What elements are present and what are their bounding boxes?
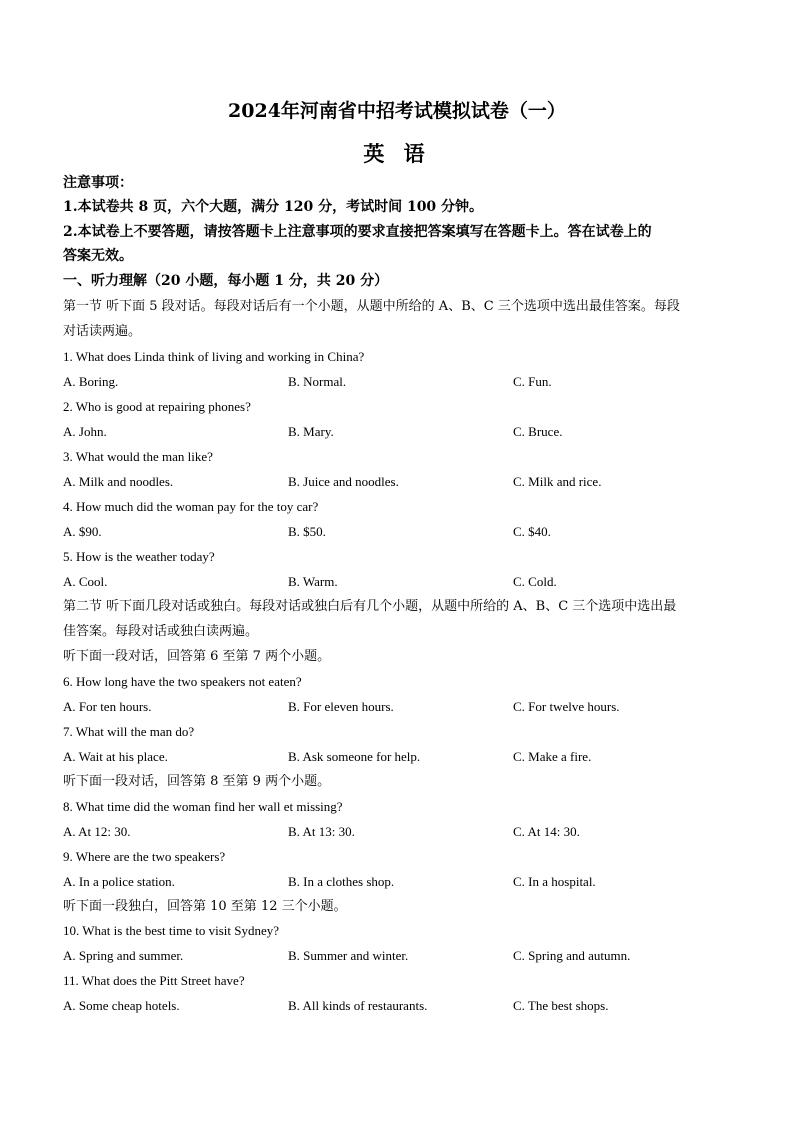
q10-option-a: A. Spring and summer. — [63, 948, 184, 963]
q6-option-a: A. For ten hours. — [63, 699, 152, 714]
q2-option-a: A. John. — [63, 424, 107, 439]
section2-instruction-line-1: 第二节 听下面几段对话或独白。每段对话或独白后有几个小题，从题中所给的 A、B、C 三个选项中选出最 — [63, 599, 677, 614]
q7-option-b: B. Ask someone for help. — [288, 749, 421, 764]
question-3: 3. What would the man like? — [63, 449, 213, 464]
q3-option-b: B. Juice and noodles. — [288, 474, 399, 489]
question-10: 10. What is the best time to visit Sydney? — [63, 923, 280, 938]
q7-option-c: C. Make a fire. — [513, 749, 592, 764]
q4-option-a: A. $90. — [63, 524, 102, 539]
q4-option-c: C. $40. — [513, 524, 551, 539]
section1-instruction-line-2: 对话读两遍。 — [63, 324, 142, 339]
q3-option-c: C. Milk and rice. — [513, 474, 602, 489]
q1-option-a: A. Boring. — [63, 374, 119, 389]
question-5: 5. How is the weather today? — [63, 549, 215, 564]
q9-option-b: B. In a clothes shop. — [288, 874, 395, 889]
q11-option-a: A. Some cheap hotels. — [63, 998, 180, 1013]
instruction-q8-9: 听下面一段对话，回答第 8 至第 9 两个小题。 — [63, 774, 331, 789]
q11-option-c: C. The best shops. — [513, 998, 609, 1013]
question-6: 6. How long have the two speakers not eaten? — [63, 674, 302, 689]
q8-option-a: A. At 12: 30. — [63, 824, 131, 839]
q6-option-b: B. For eleven hours. — [288, 699, 394, 714]
q10-option-b: B. Summer and winter. — [288, 948, 409, 963]
notice-item-2-line-1: 2.本试卷上不要答题，请按答题卡上注意事项的要求直接把答案填写在答题卡上。答在试卷上的 — [63, 224, 652, 240]
q4-option-b: B. $50. — [288, 524, 326, 539]
q8-option-b: B. At 13: 30. — [288, 824, 355, 839]
q7-option-a: A. Wait at his place. — [63, 749, 168, 764]
q5-option-b: B. Warm. — [288, 574, 338, 589]
notice-item-1: 1.本试卷共 8 页，六个大题，满分 120 分，考试时间 100 分钟。 — [63, 199, 484, 215]
question-7: 7. What will the man do? — [63, 724, 195, 739]
notice-item-2-line-2: 答案无效。 — [63, 248, 133, 264]
subject-title: 英 语 — [363, 141, 431, 166]
q9-option-c: C. In a hospital. — [513, 874, 596, 889]
q11-option-b: B. All kinds of restaurants. — [288, 998, 428, 1013]
q2-option-b: B. Mary. — [288, 424, 334, 439]
q1-option-b: B. Normal. — [288, 374, 347, 389]
question-2: 2. Who is good at repairing phones? — [63, 399, 251, 414]
instruction-q6-7: 听下面一段对话，回答第 6 至第 7 两个小题。 — [63, 649, 331, 664]
part1-heading: 一、听力理解（20 小题，每小题 1 分，共 20 分） — [63, 273, 389, 289]
question-9: 9. Where are the two speakers? — [63, 849, 226, 864]
instruction-q10-12: 听下面一段独白，回答第 10 至第 12 三个小题。 — [63, 899, 347, 914]
section2-instruction-line-2: 佳答案。每段对话或独白读两遍。 — [63, 624, 259, 639]
q6-option-c: C. For twelve hours. — [513, 699, 620, 714]
q5-option-c: C. Cold. — [513, 574, 557, 589]
q5-option-a: A. Cool. — [63, 574, 108, 589]
section1-instruction-line-1: 第一节 听下面 5 段对话。每段对话后有一个小题，从题中所给的 A、B、C 三个选项中选出最佳答案。每段 — [63, 299, 680, 314]
q10-option-c: C. Spring and autumn. — [513, 948, 631, 963]
question-8: 8. What time did the woman find her wall et missing? — [63, 799, 343, 814]
question-1: 1. What does Linda think of living and working in China? — [63, 349, 365, 364]
q9-option-a: A. In a police station. — [63, 874, 175, 889]
q1-option-c: C. Fun. — [513, 374, 552, 389]
question-4: 4. How much did the woman pay for the toy car? — [63, 499, 319, 514]
exam-title: 2024年河南省中招考试模拟试卷（一） — [228, 100, 566, 122]
q3-option-a: A. Milk and noodles. — [63, 474, 174, 489]
q2-option-c: C. Bruce. — [513, 424, 563, 439]
question-11: 11. What does the Pitt Street have? — [63, 973, 245, 988]
notice-heading: 注意事项： — [63, 175, 133, 191]
q8-option-c: C. At 14: 30. — [513, 824, 580, 839]
